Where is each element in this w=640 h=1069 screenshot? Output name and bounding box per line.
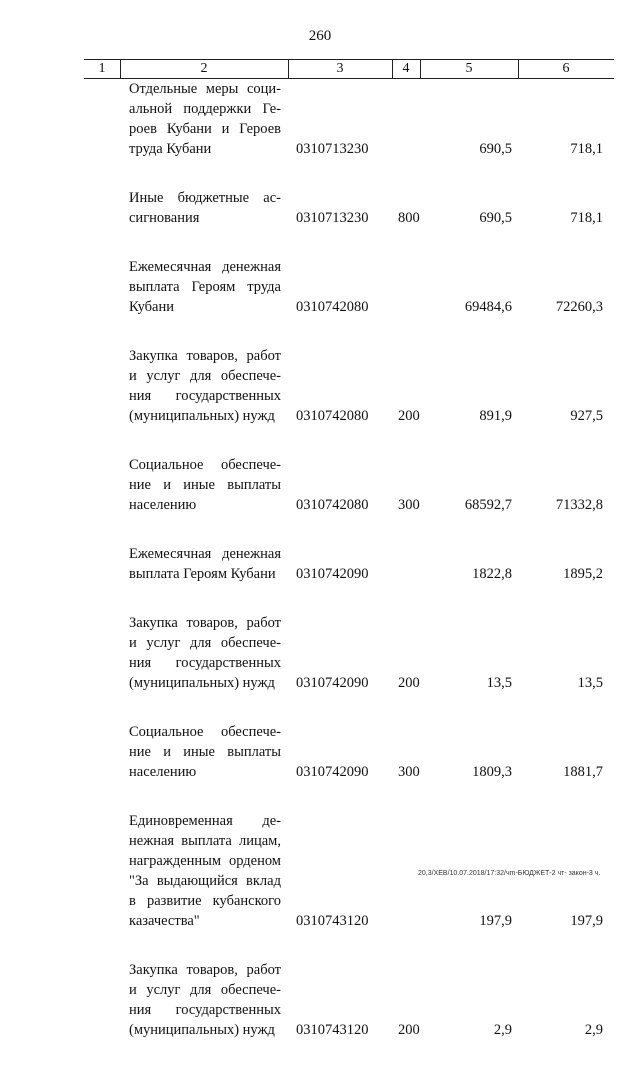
row-code: 0310742090 xyxy=(296,566,369,582)
row-value-col5: 197,9 xyxy=(479,913,512,929)
row-description-line: казачества" xyxy=(129,913,200,929)
row-description-line: роев Кубани и Героев xyxy=(129,121,281,137)
row-value-col6: 13,5 xyxy=(577,675,603,691)
row-description-line: труда Кубани xyxy=(129,141,212,157)
row-code: 0310713230 xyxy=(296,210,369,226)
row-description-line: в развитие кубанского xyxy=(129,893,281,909)
row-value-col6: 72260,3 xyxy=(555,299,603,315)
row-value-col6: 927,5 xyxy=(570,408,603,424)
row-description-line: награжденным орденом xyxy=(129,853,281,869)
column-header-4: 4 xyxy=(402,61,410,76)
row-description-line: Иные бюджетные ас- xyxy=(129,190,281,206)
row-description xyxy=(129,960,281,1040)
row-description-line: ние и иные выплаты xyxy=(129,477,281,493)
row-description-line: Кубани xyxy=(129,299,174,315)
row-expense-type: 800 xyxy=(398,210,420,226)
row-description xyxy=(129,544,281,584)
row-description-line: населению xyxy=(129,497,197,513)
row-description-line: Социальное обеспече- xyxy=(129,724,281,740)
row-description-line: (муниципальных) нужд xyxy=(129,408,275,424)
column-header-row xyxy=(84,59,614,79)
row-description xyxy=(129,613,281,693)
row-description-line: (муниципальных) нужд xyxy=(129,675,275,691)
row-description xyxy=(129,188,281,228)
row-code: 0310742090 xyxy=(296,675,369,691)
row-code: 0310713230 xyxy=(296,141,369,157)
row-value-col5: 69484,6 xyxy=(464,299,512,315)
row-description-line: альной поддержки Ге- xyxy=(129,101,281,117)
column-header-5: 5 xyxy=(465,61,473,76)
row-description-line: Социальное обеспече- xyxy=(129,457,281,473)
row-code: 0310742080 xyxy=(296,408,369,424)
row-description-line: и услуг для обеспече- xyxy=(129,982,281,998)
row-value-col5: 13,5 xyxy=(486,675,512,691)
column-header-2: 2 xyxy=(200,61,208,76)
table-row xyxy=(0,613,640,693)
row-description-line: ния государственных xyxy=(129,655,281,671)
row-value-col6: 2,9 xyxy=(584,1022,603,1038)
row-code: 0310743120 xyxy=(296,1022,369,1038)
row-expense-type: 300 xyxy=(398,764,420,780)
budget-table-body xyxy=(0,79,640,1069)
table-row xyxy=(0,346,640,426)
row-code: 0310742080 xyxy=(296,497,369,513)
row-description-line: Закупка товаров, работ xyxy=(129,348,281,364)
row-description xyxy=(129,811,281,931)
row-value-col6: 1895,2 xyxy=(563,566,603,582)
footer-note: 20,3/ХЕВ/10.07.2018/17:32/чm-БЮДЖЕТ-2 чт- закон-3 ч. xyxy=(418,870,601,877)
table-row xyxy=(0,722,640,782)
page-number: 260 xyxy=(308,28,332,44)
table-row xyxy=(0,960,640,1040)
row-description-line: "За выдающийся вклад xyxy=(129,873,281,889)
row-description-line: выплата Героям Кубани xyxy=(129,566,276,582)
row-code: 0310743120 xyxy=(296,913,369,929)
row-description-line: Закупка товаров, работ xyxy=(129,962,281,978)
table-row xyxy=(0,544,640,584)
row-description-line: нежная выплата лицам, xyxy=(129,833,281,849)
row-value-col6: 718,1 xyxy=(570,141,603,157)
column-header-3: 3 xyxy=(336,61,344,76)
row-value-col5: 690,5 xyxy=(479,141,512,157)
row-value-col6: 197,9 xyxy=(570,913,603,929)
table-row xyxy=(0,455,640,515)
table-row xyxy=(0,79,640,159)
row-code: 0310742090 xyxy=(296,764,369,780)
column-header-6: 6 xyxy=(562,61,570,76)
row-description xyxy=(129,79,281,159)
row-value-col5: 1809,3 xyxy=(472,764,512,780)
row-value-col5: 1822,8 xyxy=(472,566,512,582)
row-value-col6: 71332,8 xyxy=(555,497,603,513)
row-description-line: ние и иные выплаты xyxy=(129,744,281,760)
row-description-line: и услуг для обеспече- xyxy=(129,635,281,651)
row-description-line: сигнования xyxy=(129,210,200,226)
row-description-line: и услуг для обеспече- xyxy=(129,368,281,384)
row-description-line: ния государственных xyxy=(129,1002,281,1018)
table-row xyxy=(0,188,640,228)
row-description xyxy=(129,455,281,515)
row-description-line: Закупка товаров, работ xyxy=(129,615,281,631)
row-description-line: ния государственных xyxy=(129,388,281,404)
row-expense-type: 200 xyxy=(398,675,420,691)
row-code: 0310742080 xyxy=(296,299,369,315)
row-description xyxy=(129,722,281,782)
row-value-col6: 1881,7 xyxy=(563,764,603,780)
row-expense-type: 200 xyxy=(398,1022,420,1038)
row-description-line: населению xyxy=(129,764,197,780)
row-value-col5: 68592,7 xyxy=(464,497,512,513)
row-description xyxy=(129,257,281,317)
table-row xyxy=(0,257,640,317)
row-value-col5: 690,5 xyxy=(479,210,512,226)
row-value-col5: 2,9 xyxy=(493,1022,512,1038)
row-description-line: Отдельные меры соци- xyxy=(129,81,281,97)
row-description-line: Ежемесячная денежная xyxy=(129,259,281,275)
row-expense-type: 200 xyxy=(398,408,420,424)
row-description-line: Единовременная де- xyxy=(129,813,281,829)
row-description-line: Ежемесячная денежная xyxy=(129,546,281,562)
row-description-line: выплата Героям труда xyxy=(129,279,281,295)
row-expense-type: 300 xyxy=(398,497,420,513)
row-description xyxy=(129,346,281,426)
row-value-col5: 891,9 xyxy=(479,408,512,424)
row-value-col6: 718,1 xyxy=(570,210,603,226)
row-description-line: (муниципальных) нужд xyxy=(129,1022,275,1038)
column-header-1: 1 xyxy=(98,61,106,76)
